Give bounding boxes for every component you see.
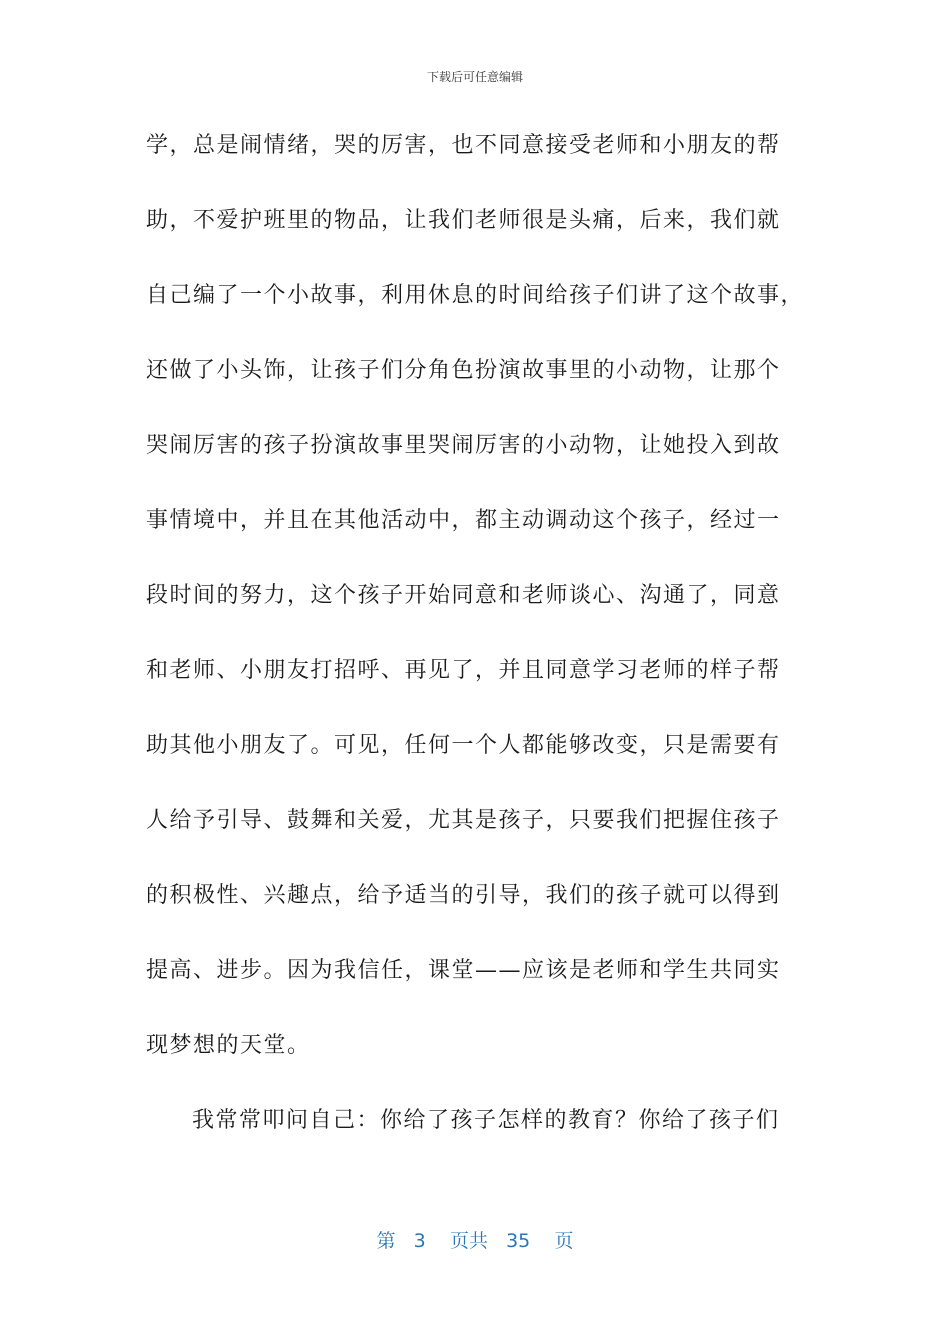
footer-suffix: 页 xyxy=(554,1230,574,1252)
header-note: 下载后可任意编辑 xyxy=(426,70,523,84)
text-line: 还做了小头饰，让孩子们分角色扮演故事里的小动物，让那个 xyxy=(146,358,781,383)
text-line: 段时间的努力，这个孩子开始同意和老师谈心、沟通了，同意 xyxy=(146,583,781,608)
text-line: 助其他小朋友了。可见，任何一个人都能够改变，只是需要有 xyxy=(146,733,781,758)
text-line: 助，不爱护班里的物品，让我们老师很是头痛，后来，我们就 xyxy=(146,208,781,233)
text-line: 自己编了一个小故事，利用休息的时间给孩子们讲了这个故事， xyxy=(146,283,805,308)
current-page-number: 3 xyxy=(413,1230,426,1252)
text-line: 的积极性、兴趣点，给予适当的引导，我们的孩子就可以得到 xyxy=(146,883,781,908)
text-line: 提高、进步。因为我信任，课堂——应该是老师和学生共同实 xyxy=(146,958,781,983)
text-line: 和老师、小朋友打招呼、再见了，并且同意学习老师的样子帮 xyxy=(146,658,781,683)
document-body xyxy=(146,128,806,1178)
footer-middle: 页共 xyxy=(449,1230,488,1252)
footer-prefix: 第 xyxy=(376,1230,396,1252)
text-line: 哭闹厉害的孩子扮演故事里哭闹厉害的小动物，让她投入到故 xyxy=(146,433,781,458)
total-page-count: 35 xyxy=(506,1230,531,1252)
page-footer xyxy=(0,1226,950,1253)
text-line: 现梦想的天堂。 xyxy=(146,1033,311,1058)
text-line: 事情境中，并且在其他活动中，都主动调动这个孩子，经过一 xyxy=(146,508,781,533)
paragraph-start-line: 我常常叩问自己：你给了孩子怎样的教育？你给了孩子们 xyxy=(192,1108,780,1133)
text-line: 人给予引导、鼓舞和关爱，尤其是孩子，只要我们把握住孩子 xyxy=(146,808,781,833)
text-line: 学，总是闹情绪，哭的厉害，也不同意接受老师和小朋友的帮 xyxy=(146,133,781,158)
